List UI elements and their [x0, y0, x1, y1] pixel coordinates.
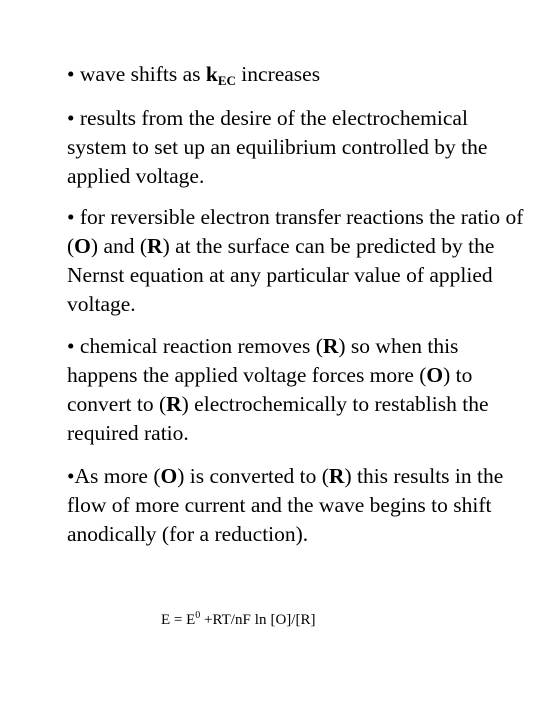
species-o: O: [74, 234, 91, 258]
equation-lhs: E = E: [161, 612, 196, 628]
equation-ratio: [O]/[R]: [270, 612, 316, 628]
bullet-chemical-reaction: [67, 332, 529, 448]
bullet-text: ) electrochemically to restablish the required ratio.: [67, 392, 489, 445]
bullet-text: ) at the surface can be predicted by the Nernst equation at any particular value of applied voltage.: [67, 234, 495, 316]
bullet-text: • results from the desire of the electrochemical system to set up an equilibrium controlled by the applied voltage.: [67, 106, 488, 188]
nernst-equation: [161, 610, 315, 630]
bullet-text: •As more (: [67, 464, 161, 488]
species-o: O: [160, 464, 178, 488]
bullet-equilibrium: [67, 104, 529, 191]
species-r: R: [166, 392, 182, 416]
bullet-text: ) and (: [90, 234, 148, 258]
species-r: R: [147, 234, 163, 258]
bullet-text: • wave shifts as: [67, 62, 206, 86]
k-subscript: EC: [217, 73, 236, 88]
equation-mid: +RT/nF: [200, 612, 251, 628]
bullet-text: • chemical reaction removes (: [67, 334, 323, 358]
bullet-text: ) so when this happens the applied voltage forces more (: [67, 334, 459, 387]
bullet-wave-shifts: [67, 60, 529, 95]
equation-superscript: 0: [195, 610, 201, 621]
species-r: R: [322, 334, 339, 358]
equation-ln: ln: [254, 612, 267, 628]
species-o: O: [426, 363, 444, 387]
bullet-nernst-ratio: [67, 203, 529, 319]
bullet-text: ) this results in the flow of more current and the wave begins to shift anodically (for a reduction).: [67, 464, 504, 546]
species-r: R: [328, 464, 345, 488]
bullet-text: • for reversible electron transfer reactions the ratio of (: [67, 205, 524, 258]
bullet-text: ) to convert to (: [67, 363, 473, 416]
bullet-current-flow: [67, 462, 529, 549]
bullet-text: increases: [235, 62, 321, 86]
k-symbol: k: [205, 62, 218, 86]
bullet-text: ) is converted to (: [177, 464, 329, 488]
